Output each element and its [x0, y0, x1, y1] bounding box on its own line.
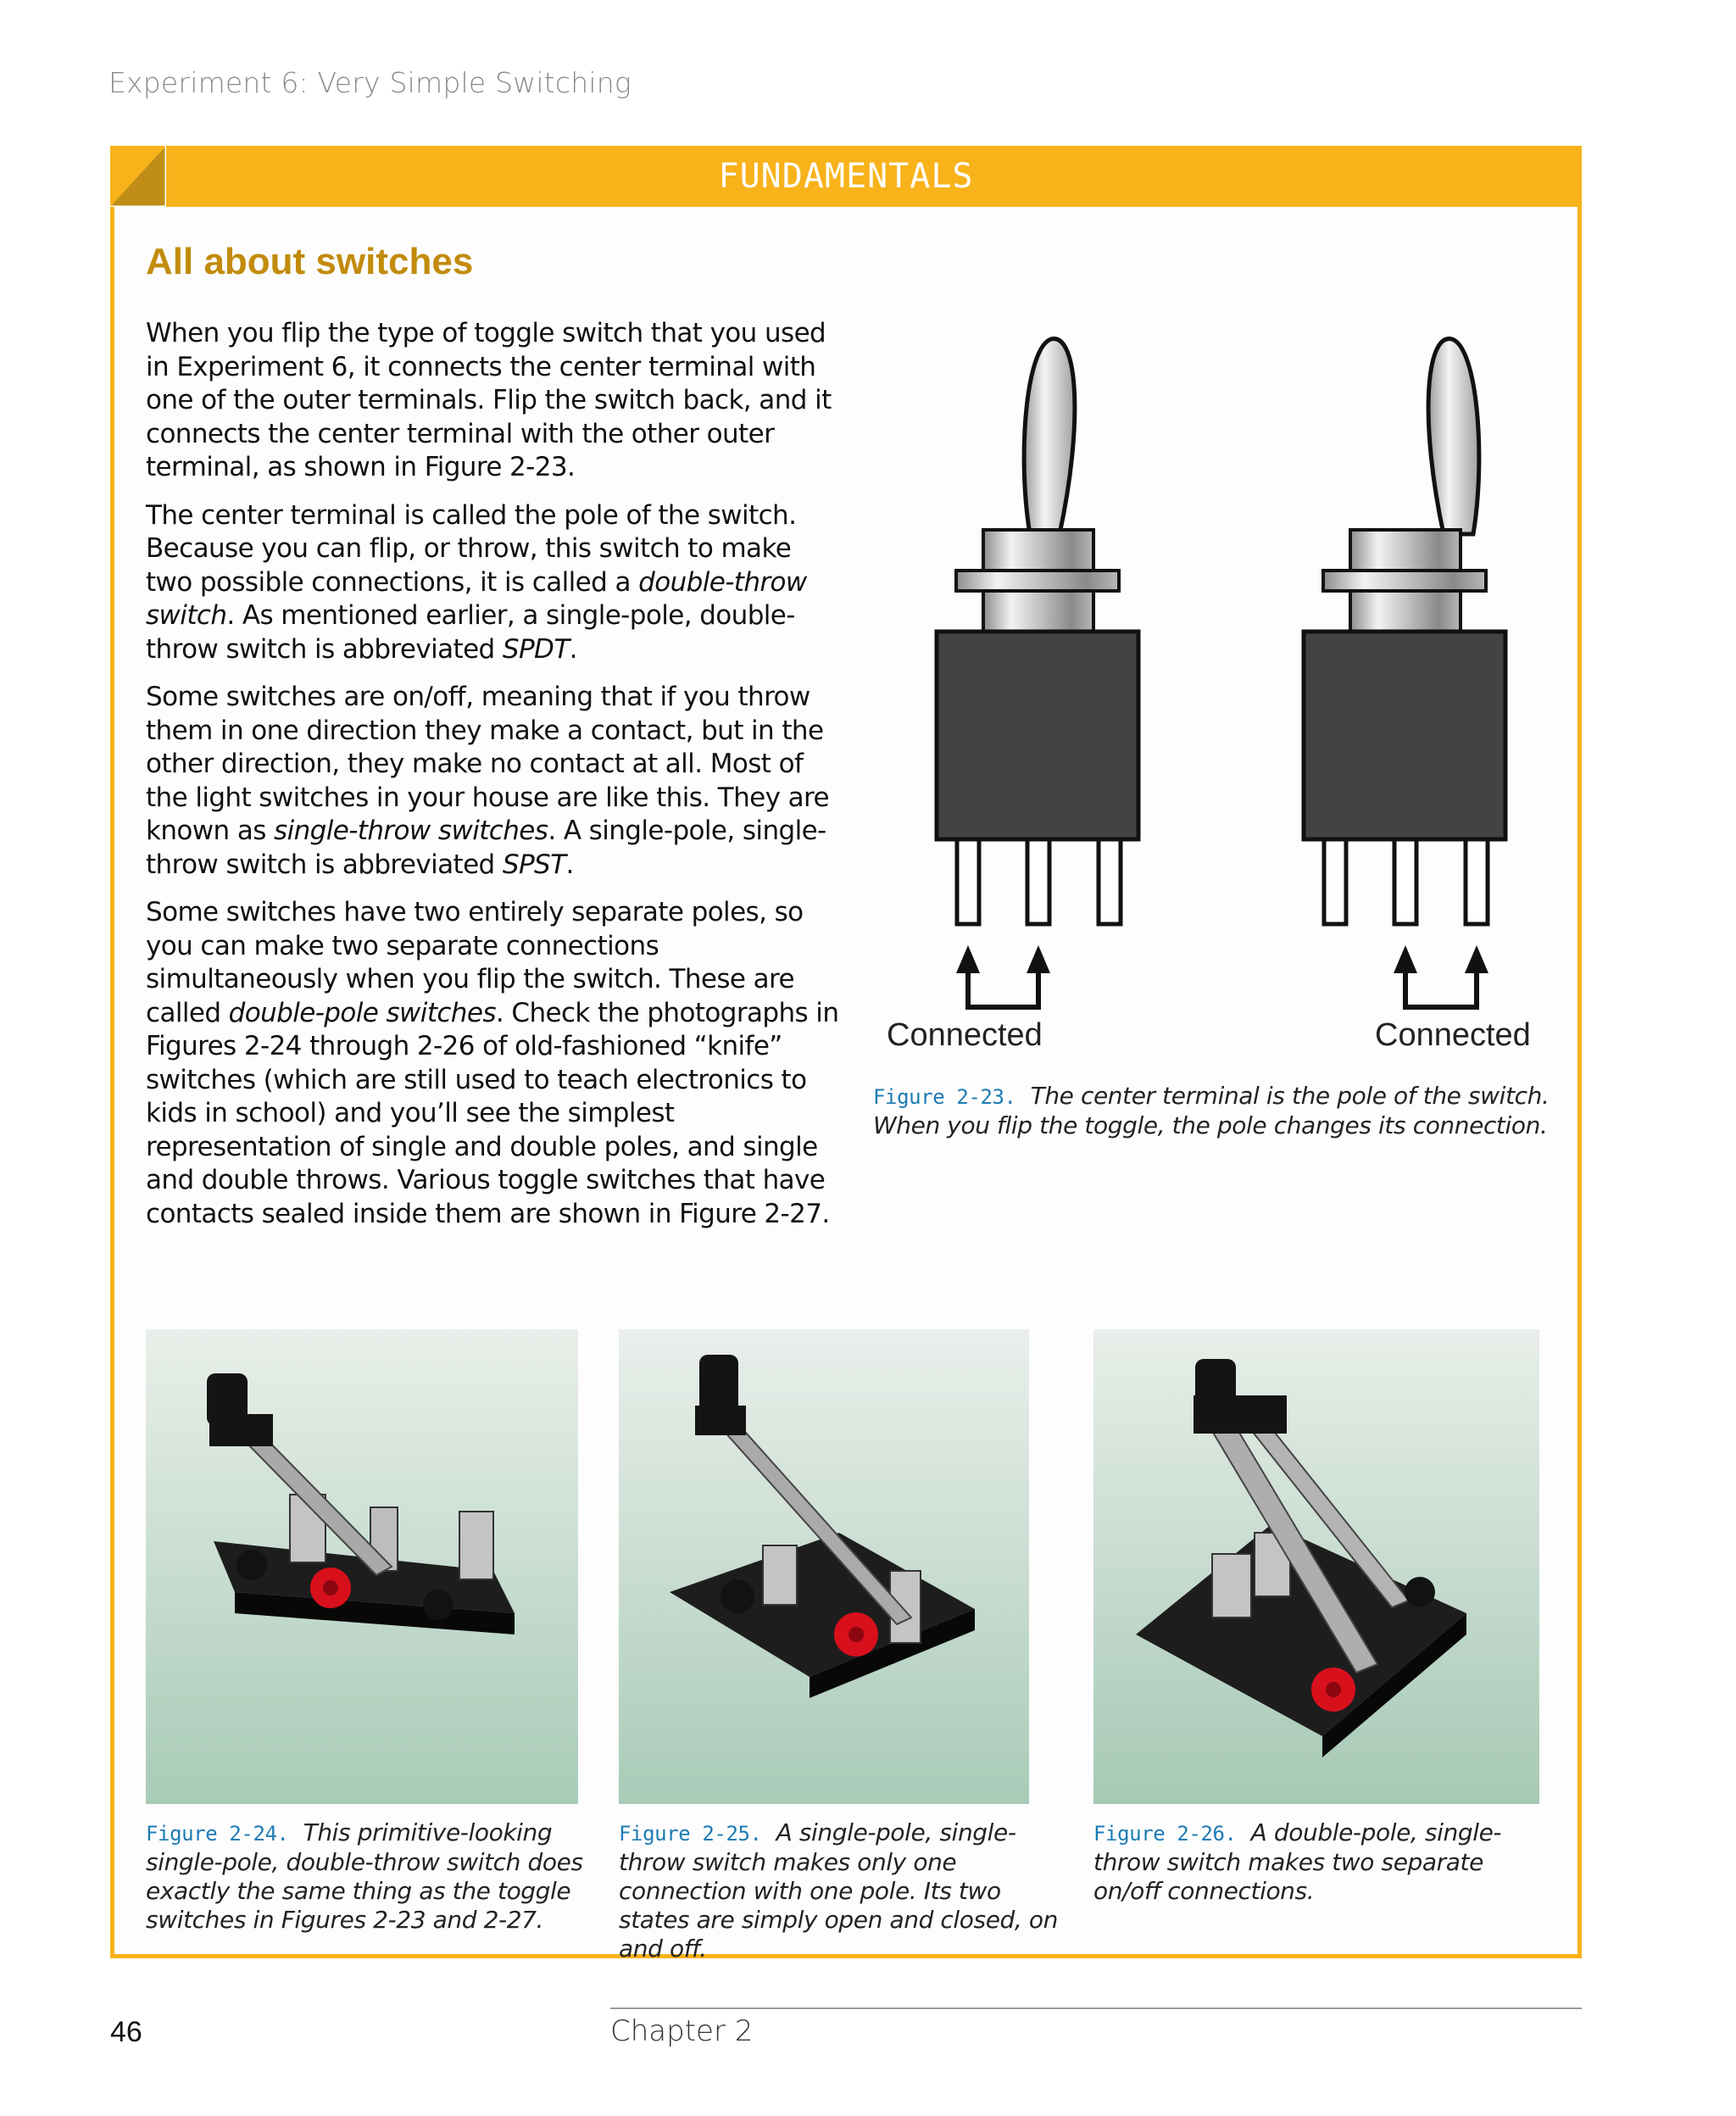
- figure-2-26-caption: Figure 2-26. A double-pole, single-throw switch makes two separate on/off connections.: [1093, 1818, 1502, 1905]
- connected-label-right: Connected: [1375, 1017, 1531, 1053]
- figure-2-25-tag: Figure 2-25.: [619, 1822, 762, 1846]
- chapter-label: Chapter 2: [610, 2014, 754, 2048]
- toggle-switch-diagram: [882, 322, 1543, 1068]
- toggle-switch-right: [1304, 339, 1505, 1007]
- figure-2-23-tag: Figure 2-23.: [873, 1085, 1016, 1109]
- figure-2-26-tag: Figure 2-26.: [1093, 1822, 1237, 1846]
- figure-2-25-caption: Figure 2-25. A single-pole, single-throw switch makes only one connection with one pole. Its two states are simply open and closed, on and off.: [619, 1818, 1059, 1963]
- knife-switch-dpst-photo: [1093, 1329, 1539, 1804]
- toggle-switch-left: [937, 339, 1138, 1007]
- paragraph-2: The center terminal is called the pole of the switch. Because you can flip, or throw, this switch to make two possible connections, it is called a double-throw switch. As mentioned earlier, a single-pole, double-throw switch is abbreviated SPDT.: [146, 499, 807, 665]
- page-number: 46: [110, 2016, 142, 2048]
- knife-switch-spdt-photo: [146, 1329, 578, 1804]
- figure-2-23-caption: Figure 2-23. The center terminal is the pole of the switch. When you flip the toggle, the pole changes its connection.: [873, 1082, 1550, 1139]
- paragraph-1: When you flip the type of toggle switch that you used in Experiment 6, it connects the center terminal with one of the outer terminals. Flip the switch back, and it connects the center terminal with the other outer terminal, as shown in Figure 2-23.: [146, 318, 832, 482]
- box-title: FUNDAMENTALS: [718, 157, 974, 196]
- connected-label-left: Connected: [887, 1017, 1043, 1053]
- figure-2-24-tag: Figure 2-24.: [146, 1822, 289, 1846]
- footer-rule: [610, 2007, 1582, 2009]
- body-text: [146, 317, 841, 1245]
- paragraph-3: Some switches are on/off, meaning that if you throw them in one direction they make a contact, but in the other direction, they make no contact at all. Most of the light switches in your house are like this. They are known as single-throw switches. A single-pole, single-throw switch is abbreviated SPST.: [146, 682, 829, 880]
- running-head: Experiment 6: Very Simple Switching: [108, 66, 632, 99]
- knife-switch-spst-photo: [619, 1329, 1029, 1804]
- section-title: All about switches: [146, 241, 474, 282]
- figure-2-24-caption: Figure 2-24. This primitive-looking single-pole, double-throw switch does exactly the same thing as the toggle switches in Figures 2-23 and 2-27.: [146, 1818, 583, 1934]
- paragraph-4: Some switches have two entirely separate poles, so you can make two separate connections simultaneously when you flip the switch. These are called double-pole switches. Check the photographs in Figures 2-24 through 2-26 of old-fashioned “knife” switches (which are still used to teach electronics to kids in school) and you’ll see the simplest representation of single and double poles, and single and double throws. Various toggle switches that have contacts sealed inside them are shown in Figure 2-27.: [146, 897, 839, 1229]
